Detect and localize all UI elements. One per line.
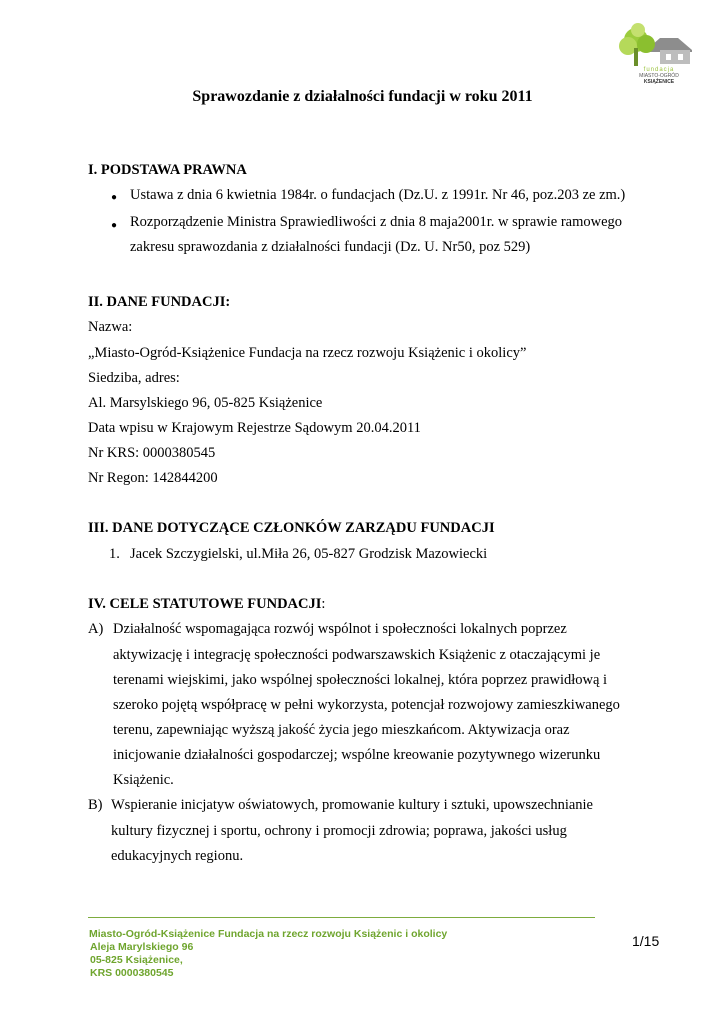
- goal-a-line: Książenic.: [113, 772, 174, 788]
- goal-a-line: terenu, zapewniając wyższą jakość życia jego mieszkańcom. Aktywizacja oraz: [113, 722, 570, 738]
- goal-a-line: inicjowanie działalności gospodarczej; wspólne kreowanie pozytywnego wizerunku: [113, 747, 601, 763]
- bullet-icon: ●: [111, 192, 118, 203]
- legal-basis-item-2-cont: zakresu sprawozdania z działalności fundacji (Dz. U. Nr50, poz 529): [130, 239, 531, 255]
- goal-a-label: A): [88, 621, 104, 637]
- goal-a-line: szeroko pojętą współpracę w pełni wykorzysta, potencjał rozwojowy zamieszkiwanego: [113, 697, 620, 713]
- goal-b-line: Wspieranie inicjatyw oświatowych, promowanie kultury i sztuki, upowszechnianie: [111, 797, 593, 813]
- board-member: Jacek Szczygielski, ul.Miła 26, 05-827 Grodzisk Mazowiecki: [130, 546, 488, 562]
- goal-a-line: aktywizację i integrację społeczności podwarszawskich Książenic z otaczającymi je: [113, 647, 601, 663]
- address: Al. Marsylskiego 96, 05-825 Książenice: [88, 395, 323, 411]
- legal-basis-item-1: Ustawa z dnia 6 kwietnia 1984r. o fundacjach (Dz.U. z 1991r. Nr 46, poz.203 ze zm.): [130, 187, 626, 203]
- logo-line-2: MIASTO-OGRÓD: [639, 73, 679, 79]
- logo-text: [629, 67, 689, 85]
- section-3-heading: III. DANE DOTYCZĄCE CZŁONKÓW ZARZĄDU FUNDACJI: [88, 520, 495, 536]
- section-4-colon: :: [321, 596, 326, 612]
- krs-number: Nr KRS: 0000380545: [88, 445, 216, 461]
- page-number: 1/15: [632, 933, 660, 949]
- section-4-heading: IV. CELE STATUTOWE FUNDACJI: [88, 596, 322, 612]
- legal-basis-item-2: Rozporządzenie Ministra Sprawiedliwości z dnia 8 maja2001r. w sprawie ramowego: [130, 214, 623, 230]
- footer-city: 05-825 Książenice,: [90, 954, 183, 966]
- goal-b-line: edukacyjnych regionu.: [111, 848, 244, 864]
- footer-krs: KRS 0000380545: [90, 967, 174, 979]
- goal-a-line: terenami wiejskimi, jako wspólnej społeczności lokalnej, która poprzez prawidłową i: [113, 672, 608, 688]
- footer-divider: [88, 917, 595, 918]
- bullet-icon: ●: [111, 220, 118, 231]
- name-label: Nazwa:: [88, 319, 133, 335]
- foundation-name: „Miasto-Ogród-Książenice Fundacja na rzecz rozwoju Książenic i okolicy”: [88, 345, 527, 361]
- section-2-heading: II. DANE FUNDACJI:: [88, 294, 231, 310]
- footer-street: Aleja Marylskiego 96: [90, 941, 194, 953]
- page-title: Sprawozdanie z działalności fundacji w roku 2011: [192, 88, 533, 105]
- goal-b-label: B): [88, 797, 103, 813]
- goal-a-line: Działalność wspomagająca rozwój wspólnot i społeczności lokalnych poprzez: [113, 621, 567, 637]
- regon-number: Nr Regon: 142844200: [88, 470, 218, 486]
- logo-line-1: fundacja: [643, 67, 675, 73]
- list-number: 1.: [109, 546, 120, 562]
- section-4-heading-wrap: [88, 596, 325, 613]
- section-1-heading: I. PODSTAWA PRAWNA: [88, 162, 247, 178]
- registration-date: Data wpisu w Krajowym Rejestrze Sądowym 20.04.2011: [88, 420, 421, 436]
- footer-org-name: Miasto-Ogród-Książenice Fundacja na rzecz rozwoju Książenic i okolicy: [89, 928, 448, 940]
- address-label: Siedziba, adres:: [88, 370, 180, 386]
- goal-b-line: kultury fizycznej i sportu, ochrony i promocji zdrowia; poprawa, jakości usług: [111, 823, 567, 839]
- logo-line-3: KSIĄŻENICE: [643, 79, 675, 85]
